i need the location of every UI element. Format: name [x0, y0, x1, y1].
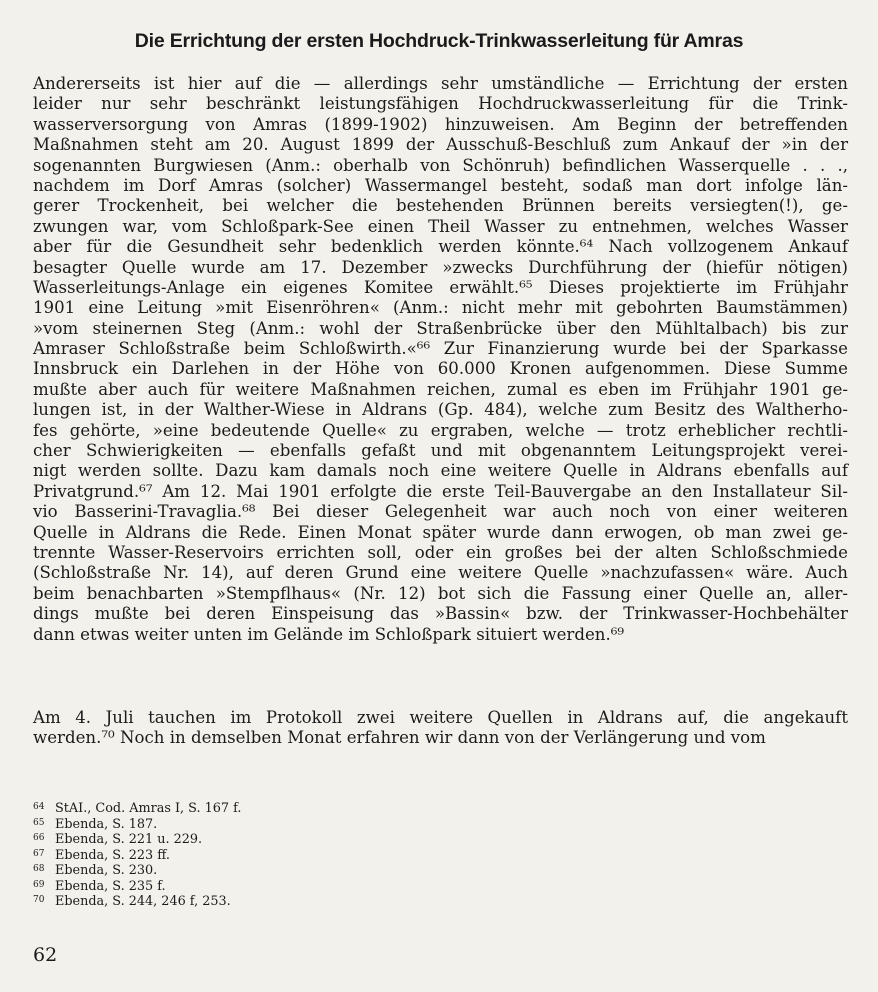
text-line: gerer Trockenheit, bei welcher die bestehenden Brünnen bereits versiegten(!), ge-: [33, 196, 848, 216]
footnote-number: 67: [33, 848, 45, 859]
footnote-text: StAI., Cod. Amras I, S. 167 f.: [55, 801, 242, 816]
footnote-number: 65: [33, 817, 45, 828]
text-line: leider nur sehr beschränkt leistungsfähigen Hochdruckwasserleitung für die Trink-: [33, 94, 848, 114]
footnote-text: Ebenda, S. 244, 246 f, 253.: [55, 894, 231, 909]
text-line: 1901 eine Leitung »mit Eisenröhren« (Anm.: nicht mehr mit gebohrten Baumstämmen): [33, 298, 848, 318]
footnote: [33, 893, 633, 909]
text-line: »vom steinernen Steg (Anm.: wohl der Straßenbrücke über den Mühltalbach) bis zur: [33, 318, 848, 338]
text-line: cher Schwierigkeiten — ebenfalls gefaßt und mit obgenanntem Leitungsprojekt verei-: [33, 441, 848, 461]
footnote-text: Ebenda, S. 223 ff.: [55, 847, 170, 863]
footnote-text: Ebenda, S. 221 u. 229.: [55, 832, 203, 847]
footnote-text: Ebenda, S. 230.: [55, 863, 158, 878]
text-line: nachdem im Dorf Amras (solcher) Wassermangel besteht, sodaß man dort infolge län-: [33, 175, 848, 195]
text-line: (Schloßstraße Nr. 14), auf deren Grund eine weitere Quelle »nachzufassen« wäre. Auch: [33, 563, 848, 583]
text-line: fes gehörte, »eine bedeutende Quelle« zu ergraben, welche — trotz erheblicher rechtli-: [33, 420, 848, 440]
text-line: sogenannten Burgwiesen (Anm.: oberhalb von Schönruh) befindlichen Wasserquelle . . .,: [33, 155, 848, 175]
text-line: wasserversorgung von Amras (1899-1902) hinzuweisen. Am Beginn der betreffenden: [33, 114, 848, 134]
text-line: dings mußte bei deren Einspeisung das »Bassin« bzw. der Trinkwasser-Hochbehälter: [33, 604, 848, 624]
text-line: Maßnahmen steht am 20. August 1899 der Ausschuß-Beschluß zum Ankauf der »in der: [33, 135, 848, 155]
footnote: [33, 862, 633, 878]
footnote: [33, 800, 633, 816]
footnote-number: 70: [33, 895, 45, 905]
text-line: Wasserleitungs-Anlage ein eigenes Komitee erwählt.⁶⁵ Dieses projektierte im Frühjahr: [33, 277, 848, 297]
text-line: beim benachbarten »Stempflhaus« (Nr. 12) bot sich die Fassung einer Quelle an, aller-: [33, 583, 848, 603]
footnote-number: 66: [33, 833, 45, 843]
text-line: Amraser Schloßstraße beim Schloßwirth.«⁶⁶ Zur Finanzierung wurde bei der Sparkasse: [33, 339, 848, 359]
text-line: vio Basserini-Travaglia.⁶⁸ Bei dieser Gelegenheit war auch noch von einer weiteren: [33, 502, 848, 522]
text-line: trennte Wasser-Reservoirs errichten soll, oder ein großes bei der alten Schloßschmiede: [33, 542, 848, 562]
text-line: Privatgrund.⁶⁷ Am 12. Mai 1901 erfolgte die erste Teil-Bauvergabe an den Installateur Sil-: [33, 481, 848, 501]
text-line: werden.⁷⁰ Noch in demselben Monat erfahren wir dann von der Verlängerung und vom: [33, 728, 766, 748]
text-line: Innsbruck ein Darlehen in der Höhe von 60.000 Kronen aufgenommen. Diese Summe: [33, 359, 848, 379]
section-title: Die Errichtung der ersten Hochdruck-Trinkwasserleitung für Amras: [134, 30, 744, 52]
footnote: [33, 831, 633, 847]
footnote-text: Ebenda, S. 235 f.: [55, 878, 166, 894]
footnote: [33, 847, 633, 863]
footnotes: [33, 800, 633, 909]
footnote: [33, 878, 633, 894]
footnote-number: 69: [33, 879, 45, 890]
text-line: dann etwas weiter unten im Gelände im Schloßpark situiert werden.⁶⁹: [33, 624, 625, 644]
text-line: nigt werden sollte. Dazu kam damals noch eine weitere Quelle in Aldrans ebenfalls auf: [33, 461, 848, 481]
footnote: [33, 816, 633, 832]
body-paragraph-2: [33, 708, 848, 749]
footnote-number: 68: [33, 864, 45, 874]
text-line: besagter Quelle wurde am 17. Dezember »zwecks Durchführung der (hiefür nötigen): [33, 257, 848, 277]
footnote-number: 64: [33, 802, 45, 812]
body-paragraph-1: [33, 74, 848, 645]
page-number: 62: [33, 944, 58, 966]
text-line: aber für die Gesundheit sehr bedenklich werden könnte.⁶⁴ Nach vollzogenem Ankauf: [33, 237, 848, 257]
text-line: Andererseits ist hier auf die — allerdings sehr umständliche — Errichtung der ersten: [33, 74, 848, 93]
text-line: mußte aber auch für weitere Maßnahmen reichen, zumal es eben im Frühjahr 1901 ge-: [33, 379, 848, 399]
text-line: zwungen war, vom Schloßpark-See einen Theil Wasser zu entnehmen, welches Wasser: [33, 216, 848, 236]
text-line: lungen ist, in der Walther-Wiese in Aldrans (Gp. 484), welche zum Besitz des Waltherho-: [33, 400, 848, 420]
text-line: Am 4. Juli tauchen im Protokoll zwei weitere Quellen in Aldrans auf, die angekauft: [33, 708, 848, 727]
footnote-text: Ebenda, S. 187.: [55, 816, 158, 832]
text-line: Quelle in Aldrans die Rede. Einen Monat später wurde dann erwogen, ob man zwei ge-: [33, 522, 848, 542]
